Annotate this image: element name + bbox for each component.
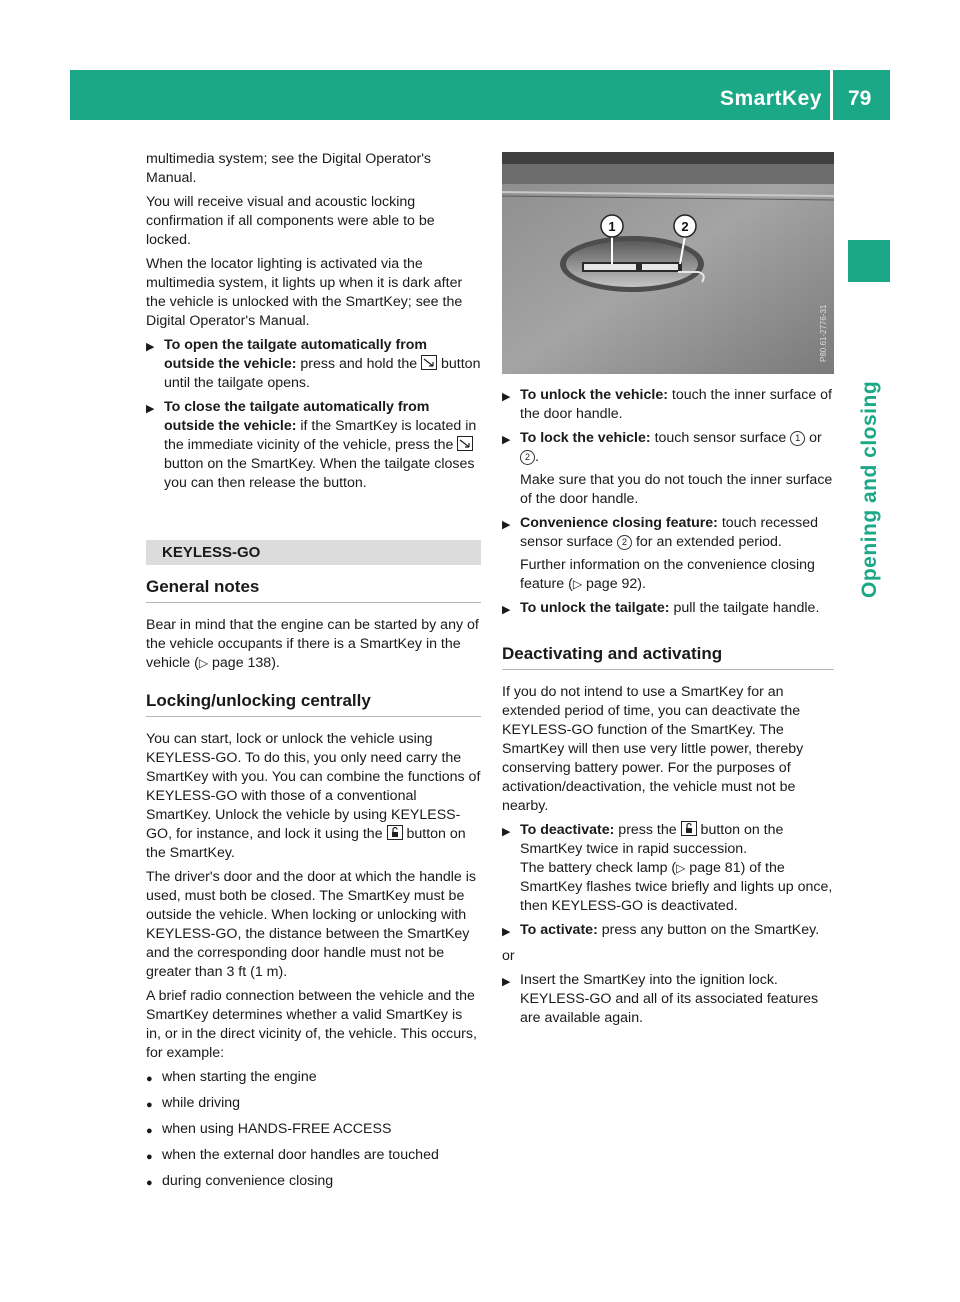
subheading-deactivating: Deactivating and activating — [502, 644, 834, 670]
right-column — [502, 152, 834, 1033]
page-ref-icon: ▷ — [676, 861, 686, 875]
paragraph — [146, 730, 481, 863]
list-item-text: when starting the engine — [162, 1069, 317, 1085]
instruction-note — [520, 556, 834, 594]
paragraph: You will receive visual and acoustic locking confirmation if all components were able to be locked. — [146, 194, 435, 248]
instruction — [502, 971, 834, 1028]
bullet-icon: ● — [146, 1177, 153, 1189]
subheading-locking: Locking/unlocking centrally — [146, 691, 481, 717]
list-item-text: when using HANDS-FREE ACCESS — [162, 1121, 392, 1137]
list-item-text: when the external door handles are touched — [162, 1147, 439, 1163]
arrow-icon: ▶ — [502, 519, 511, 531]
unlock-button-icon — [387, 825, 403, 840]
left-column — [146, 150, 481, 1198]
bullet-icon: ● — [146, 1151, 153, 1163]
instruction — [502, 821, 834, 916]
text: page 81) of the SmartKey flashes twice briefly and lights up once, then KEYLESS-GO is deactivated. — [520, 860, 833, 914]
arrow-icon: ▶ — [502, 391, 511, 403]
instruction — [502, 514, 834, 594]
instruction-text: press the — [614, 822, 681, 838]
instruction-text: touch sensor surface — [650, 430, 791, 446]
tailgate-button-icon — [421, 355, 437, 370]
arrow-icon: ▶ — [502, 826, 511, 838]
arrow-icon: ▶ — [502, 604, 511, 616]
door-handle-illustration — [502, 152, 834, 374]
text: Bear in mind that the engine can be started by any of the vehicle occupants if there is a SmartKey in the vehicle ( — [146, 617, 479, 671]
page-ref-icon: ▷ — [198, 656, 209, 670]
instruction-text: pull the tailgate handle. — [669, 600, 820, 616]
header-title: SmartKey — [719, 87, 822, 110]
list-item — [146, 1094, 481, 1115]
page-ref-icon: ▷ — [572, 577, 583, 591]
instruction-note: Make sure that you do not touch the inner surface of the door handle. — [520, 472, 833, 507]
list-item-text: while driving — [162, 1095, 241, 1111]
arrow-icon: ▶ — [502, 976, 511, 988]
arrow-icon: ▶ — [146, 341, 155, 353]
instruction-text: touch recessed sensor surface — [520, 515, 819, 550]
arrow-icon: ▶ — [502, 434, 511, 446]
instruction-text: press and hold the — [296, 356, 422, 372]
paragraph: The driver's door and the door at which the handle is used, must both be closed. The SmartKey must be outside the vehicle. When locking or unlocking with KEYLESS-GO, the distance between the SmartKey and the corresponding door handle must not be greater than 3 ft (1 m). — [146, 869, 477, 980]
instruction-text: or — [805, 430, 822, 446]
paragraph — [146, 616, 481, 673]
instruction-title: To activate: — [520, 922, 598, 938]
paragraph: A brief radio connection between the vehicle and the SmartKey determines whether a valid SmartKey is in, or in the direct vicinity of, the vehicle. This occurs, for example: — [146, 988, 477, 1061]
text: button on the SmartKey. — [146, 826, 466, 861]
instruction-title: To close the tailgate automatically from outside the vehicle: — [164, 399, 430, 434]
bullet-icon: ● — [146, 1099, 153, 1111]
unlock-button-icon — [681, 821, 697, 836]
list-item — [146, 1172, 481, 1193]
instruction-title: To unlock the tailgate: — [520, 600, 670, 616]
instruction-text: press any button on the SmartKey. — [597, 922, 820, 938]
list-item — [146, 1146, 481, 1167]
door-handle-photo — [502, 152, 834, 374]
instruction-text: button on the SmartKey twice in rapid succession. — [520, 822, 784, 857]
section-heading: KEYLESS-GO — [146, 540, 481, 565]
list-item — [146, 1120, 481, 1141]
instruction-text: if the SmartKey is located in the immediate vicinity of the vehicle, press the — [164, 418, 477, 453]
instruction-title: To unlock the vehicle: — [520, 387, 668, 403]
instruction-text: Insert the SmartKey into the ignition lock. — [520, 972, 778, 988]
text: page 138). — [208, 655, 280, 671]
instruction-text: button on the SmartKey. When the tailgate closes you can then release the button. — [164, 456, 475, 491]
text: The battery check lamp ( — [520, 860, 677, 876]
instruction-title: To open the tailgate automatically from outside the vehicle: — [164, 337, 428, 372]
text: You can start, lock or unlock the vehicle using KEYLESS-GO. To do this, you only need carry the SmartKey with you. You can combine the functions of KEYLESS-GO with those of a conventional SmartKey. Unlock the vehicle by using KEYLESS-GO, for instance, and lock it using the — [146, 731, 481, 842]
callout-1: 1 — [608, 219, 616, 234]
instruction — [502, 921, 834, 942]
tailgate-button-icon — [457, 436, 473, 451]
callout-ref-2: 2 — [520, 450, 535, 465]
instruction — [502, 599, 834, 620]
callout-2: 2 — [681, 219, 689, 234]
bullet-icon: ● — [146, 1073, 153, 1085]
text: page 92). — [582, 576, 646, 592]
bullet-icon: ● — [146, 1125, 153, 1137]
side-tab-label: Opening and closing — [858, 380, 881, 598]
page-number: 79 — [848, 87, 872, 110]
instruction — [502, 429, 834, 509]
callout-ref-1: 1 — [790, 431, 805, 446]
side-tab-marker — [848, 240, 890, 282]
instruction-title: To lock the vehicle: — [520, 430, 651, 446]
instruction-text: button until the tailgate opens. — [164, 356, 481, 391]
instruction — [146, 336, 481, 393]
arrow-icon: ▶ — [502, 926, 511, 938]
list-item-text: during convenience closing — [162, 1173, 334, 1189]
paragraph: multimedia system; see the Digital Operator's Manual. — [146, 151, 431, 186]
paragraph: When the locator lighting is activated via the multimedia system, it lights up when it is dark after the vehicle is unlocked with the SmartKey; see the Digital Operator's Manual. — [146, 256, 463, 329]
instruction-title: Convenience closing feature: — [520, 515, 718, 531]
photo-code: P80.61-2776-31 — [819, 304, 828, 362]
paragraph: If you do not intend to use a SmartKey for an extended period of time, you can deactivate the KEYLESS-GO function of the SmartKey. The SmartKey will then use very little power, thereby conserving battery power. For the purposes of activation/deactivation, the vehicle must not be nearby. — [502, 684, 804, 814]
instruction-text: . — [535, 449, 539, 465]
arrow-icon: ▶ — [146, 403, 155, 415]
header-separator — [830, 70, 833, 120]
instruction-note — [520, 859, 834, 916]
instruction-title: To deactivate: — [520, 822, 615, 838]
callout-ref-2: 2 — [617, 535, 632, 550]
subheading-general-notes: General notes — [146, 577, 481, 603]
or-text: or — [502, 948, 515, 964]
instruction — [146, 398, 481, 493]
instruction-note: KEYLESS-GO and all of its associated features are available again. — [520, 991, 819, 1026]
instruction-text: touch the inner surface of the door handle. — [520, 387, 832, 422]
list-item — [146, 1068, 481, 1089]
instruction-text: for an extended period. — [632, 534, 782, 550]
instruction — [502, 386, 834, 424]
text: Further information on the convenience closing feature ( — [520, 557, 815, 592]
